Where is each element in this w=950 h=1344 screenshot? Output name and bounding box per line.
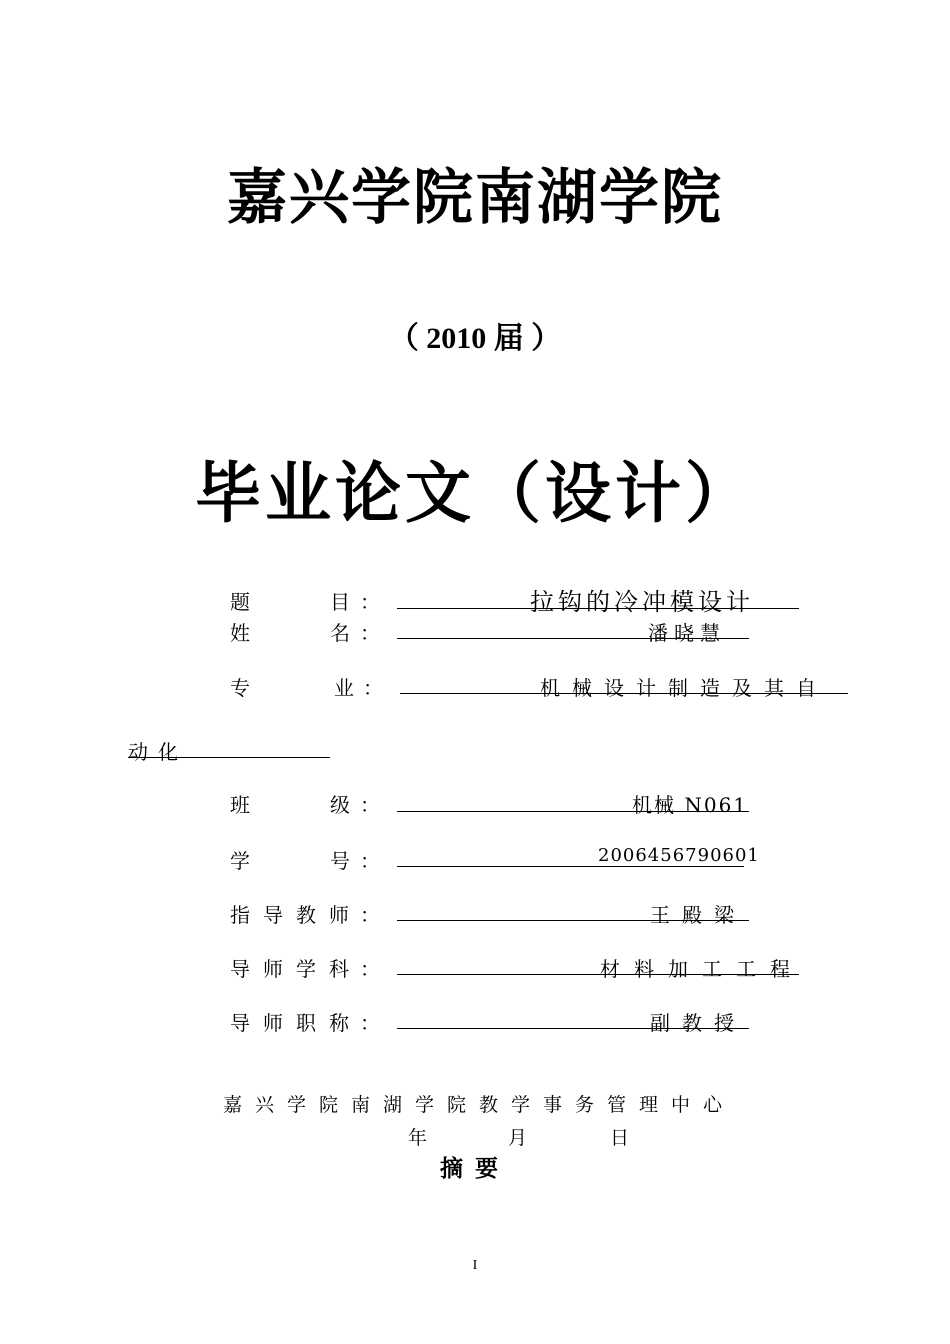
- footer-org: 嘉兴学院南湖学院教学事务管理中心: [223, 1094, 736, 1116]
- topic-value: 拉钩的冷冲模设计: [530, 588, 754, 616]
- topic-label-a: 题: [230, 590, 250, 614]
- major-value: 机械设计制造及其自: [540, 676, 828, 700]
- advisor-title-value: 副教授: [650, 1011, 746, 1035]
- page-number: I: [472, 1258, 478, 1273]
- abstract-heading: 摘要: [440, 1156, 510, 1182]
- name-label-b: 名: [330, 621, 350, 645]
- major-label-a: 专: [230, 676, 250, 700]
- advisor-subject-label: 导师学科: [230, 957, 362, 981]
- major-value-cont: 动化: [128, 740, 188, 764]
- major-label-b: 业: [334, 676, 354, 700]
- class-year: （ 2010 届 ）: [388, 322, 562, 355]
- advisor-value: 王殿梁: [650, 903, 746, 927]
- student-id-label-a: 学: [230, 849, 250, 873]
- advisor-subject-colon: ：: [360, 957, 380, 981]
- student-id-colon: ：: [360, 849, 380, 873]
- topic-label-b: 目: [330, 590, 350, 614]
- advisor-title-colon: ：: [360, 1011, 380, 1035]
- advisor-label: 指导教师: [230, 903, 362, 927]
- topic-colon: ：: [360, 590, 380, 614]
- class-label-b: 级: [330, 793, 350, 817]
- date-day: 日: [610, 1127, 630, 1149]
- class-value: 机械 N061: [632, 793, 749, 817]
- name-label-a: 姓: [230, 621, 250, 645]
- thesis-title: 毕业论文（设计）: [195, 454, 755, 532]
- class-label-a: 班: [230, 793, 250, 817]
- advisor-colon: ：: [360, 903, 380, 927]
- student-id-label-b: 号: [330, 849, 350, 873]
- name-value: 潘晓慧: [648, 621, 726, 645]
- advisor-title-label: 导师职称: [230, 1011, 362, 1035]
- major-colon: ：: [363, 676, 383, 700]
- school-title: 嘉兴学院南湖学院: [227, 163, 723, 233]
- date-month: 月: [508, 1127, 528, 1149]
- advisor-subject-value: 材料加工工程: [600, 957, 804, 981]
- name-colon: ：: [360, 621, 380, 645]
- class-colon: ：: [360, 793, 380, 817]
- student-id-value: 2006456790601: [598, 845, 760, 866]
- date-year: 年: [408, 1127, 428, 1149]
